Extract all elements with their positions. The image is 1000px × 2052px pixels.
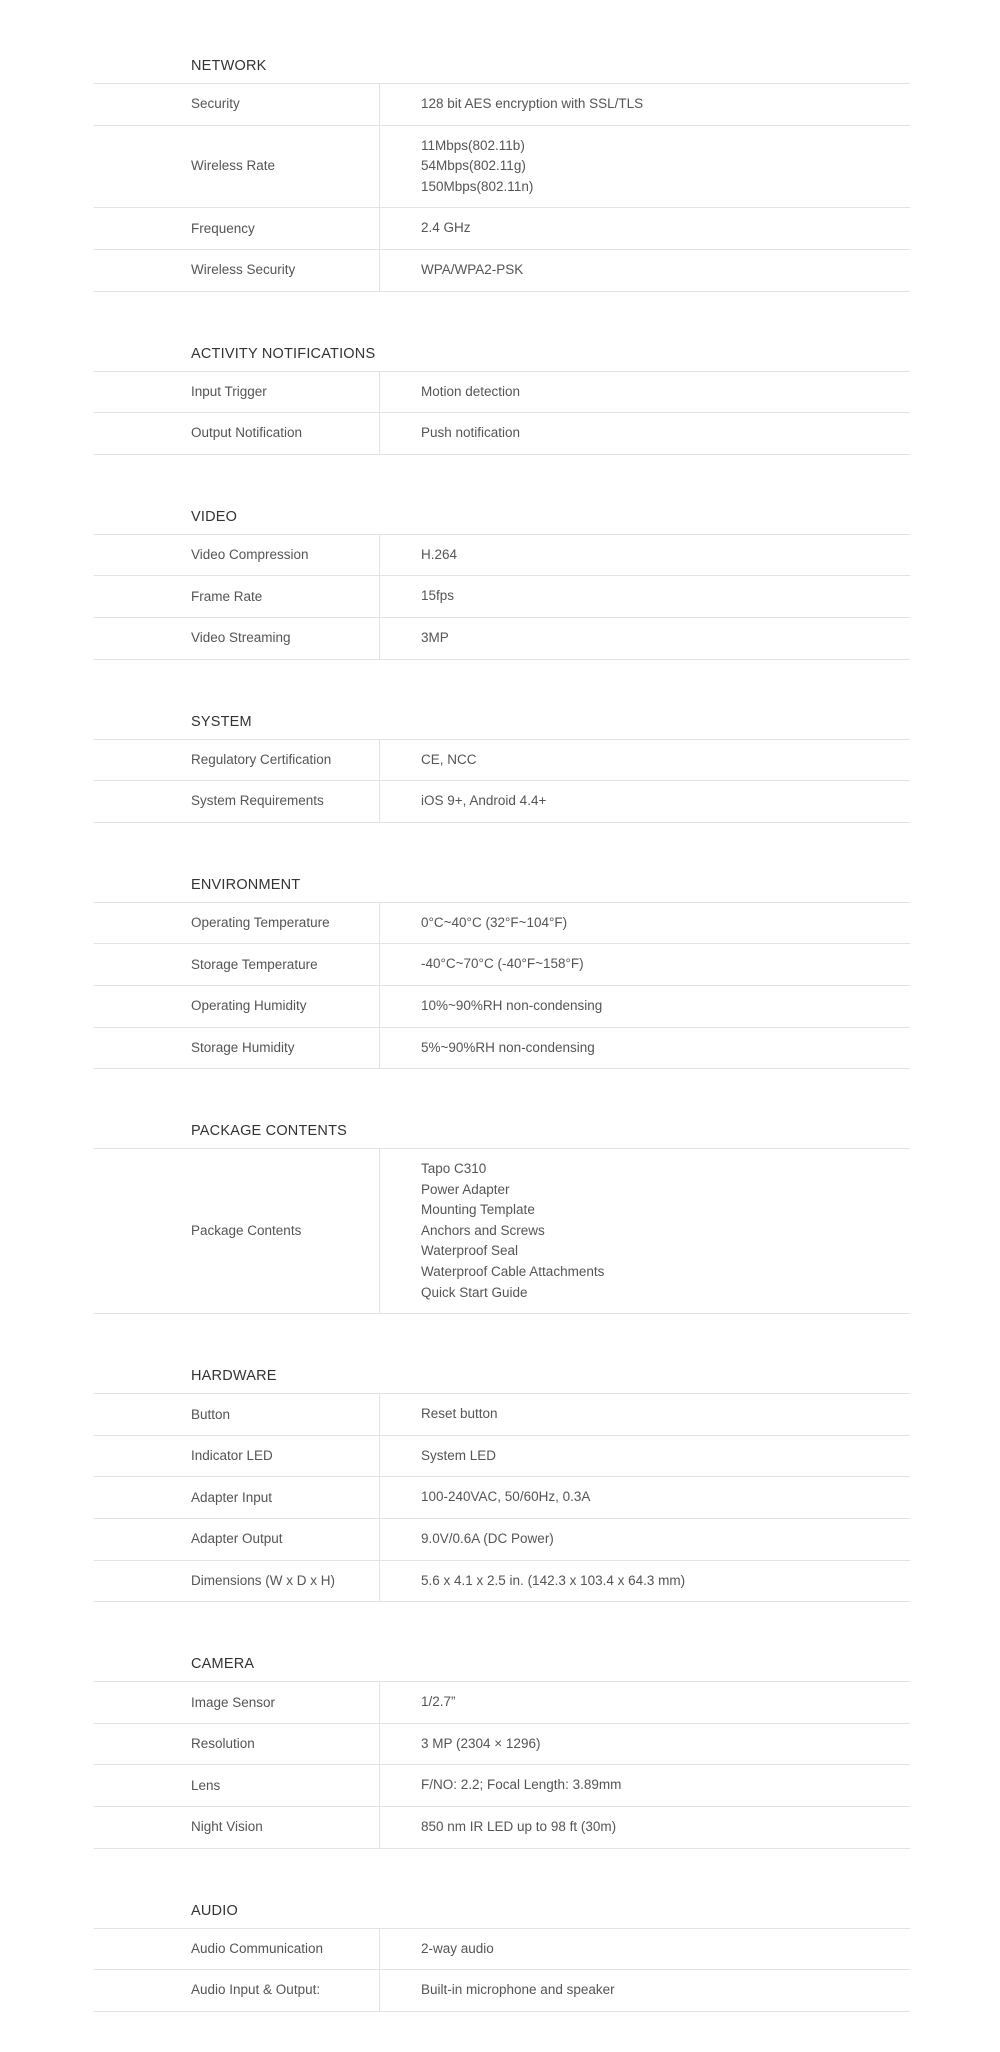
spec-label: Storage Temperature bbox=[94, 944, 380, 985]
spec-label: Input Trigger bbox=[94, 372, 380, 413]
spec-row bbox=[94, 535, 910, 577]
spec-value-line: System LED bbox=[421, 1447, 497, 1463]
spec-row bbox=[94, 1561, 910, 1603]
spec-row bbox=[94, 944, 910, 986]
spec-row bbox=[94, 781, 910, 823]
spec-section-camera bbox=[94, 1642, 910, 1848]
spec-value bbox=[380, 986, 602, 1027]
spec-row bbox=[94, 126, 910, 209]
spec-section-video bbox=[94, 495, 910, 660]
section-title: VIDEO bbox=[94, 495, 910, 535]
section-title: HARDWARE bbox=[94, 1354, 910, 1394]
spec-value bbox=[380, 1561, 685, 1602]
spec-value-line: 128 bit AES encryption with SSL/TLS bbox=[421, 96, 644, 111]
spec-row bbox=[94, 1519, 910, 1561]
spec-value bbox=[380, 1436, 496, 1477]
spec-value-line: 150Mbps(802.11n) bbox=[421, 178, 534, 194]
spec-section-hardware bbox=[94, 1354, 910, 1602]
spec-value bbox=[380, 1724, 540, 1765]
spec-row bbox=[94, 986, 910, 1028]
spec-label: Adapter Output bbox=[94, 1519, 380, 1560]
spec-label: System Requirements bbox=[94, 781, 380, 822]
spec-value bbox=[380, 84, 643, 125]
spec-row bbox=[94, 1807, 910, 1849]
spec-section-activity-notifications bbox=[94, 332, 910, 455]
spec-value-line: Waterproof Seal bbox=[421, 1243, 519, 1259]
spec-label: Image Sensor bbox=[94, 1682, 380, 1723]
spec-value-line: Quick Start Guide bbox=[421, 1284, 528, 1300]
spec-value-line: 5%~90%RH non-condensing bbox=[421, 1039, 595, 1055]
spec-value-line: -40°C~70°C (-40°F~158°F) bbox=[421, 956, 584, 972]
spec-section-environment bbox=[94, 863, 910, 1069]
spec-value-line: 11Mbps(802.11b) bbox=[421, 137, 525, 153]
spec-row bbox=[94, 1929, 910, 1971]
spec-value-line: 15fps bbox=[421, 588, 455, 604]
spec-value bbox=[380, 1807, 616, 1848]
spec-value-line: 1/2.7” bbox=[421, 1694, 456, 1710]
spec-label: Button bbox=[94, 1394, 380, 1435]
spec-value bbox=[380, 1929, 494, 1970]
spec-value-line: 2-way audio bbox=[421, 1940, 494, 1956]
spec-value bbox=[380, 126, 533, 208]
spec-value-line: F/NO: 2.2; Focal Length: 3.89mm bbox=[421, 1777, 622, 1793]
spec-value bbox=[380, 1970, 615, 2011]
section-title: PACKAGE CONTENTS bbox=[94, 1109, 910, 1149]
spec-value-line: 2.4 GHz bbox=[421, 220, 471, 236]
section-title: ACTIVITY NOTIFICATIONS bbox=[94, 332, 910, 372]
spec-row bbox=[94, 1765, 910, 1807]
spec-value bbox=[380, 903, 567, 944]
spec-value bbox=[380, 618, 449, 659]
spec-label: Operating Temperature bbox=[94, 903, 380, 944]
spec-label: Operating Humidity bbox=[94, 986, 380, 1027]
spec-value bbox=[380, 944, 584, 985]
spec-label: Video Streaming bbox=[94, 618, 380, 659]
spec-label: Wireless Rate bbox=[94, 126, 380, 208]
spec-value bbox=[380, 1477, 590, 1518]
spec-section-package-contents bbox=[94, 1109, 910, 1314]
section-title: CAMERA bbox=[94, 1642, 910, 1682]
spec-row bbox=[94, 1724, 910, 1766]
spec-value bbox=[380, 413, 520, 454]
spec-value-line: 3 MP (2304 × 1296) bbox=[421, 1735, 541, 1751]
spec-value-line: 54Mbps(802.11g) bbox=[421, 158, 526, 174]
spec-label: Audio Input & Output: bbox=[94, 1970, 380, 2011]
spec-section-system bbox=[94, 700, 910, 823]
spec-row bbox=[94, 1477, 910, 1519]
spec-value bbox=[380, 781, 546, 822]
spec-label: Regulatory Certification bbox=[94, 740, 380, 781]
spec-value bbox=[380, 740, 477, 781]
spec-value-line: Mounting Template bbox=[421, 1202, 535, 1218]
spec-row bbox=[94, 1149, 910, 1314]
spec-label: Frame Rate bbox=[94, 576, 380, 617]
spec-value-line: Push notification bbox=[421, 425, 521, 441]
spec-value-line: H.264 bbox=[421, 546, 458, 562]
spec-row bbox=[94, 618, 910, 660]
spec-value bbox=[380, 1765, 621, 1806]
spec-row bbox=[94, 84, 910, 126]
spec-value-line: CE, NCC bbox=[421, 751, 477, 767]
spec-value-line: 0°C~40°C (32°F~104°F) bbox=[421, 914, 568, 930]
spec-label: Video Compression bbox=[94, 535, 380, 576]
spec-value-line: 100-240VAC, 50/60Hz, 0.3A bbox=[421, 1489, 591, 1505]
spec-label: Frequency bbox=[94, 208, 380, 249]
spec-row bbox=[94, 1682, 910, 1724]
spec-value bbox=[380, 576, 454, 617]
spec-value bbox=[380, 1149, 604, 1313]
spec-value-line: Waterproof Cable Attachments bbox=[421, 1264, 605, 1280]
spec-value-line: Built-in microphone and speaker bbox=[421, 1982, 615, 1998]
spec-label: Dimensions (W x D x H) bbox=[94, 1561, 380, 1602]
spec-row bbox=[94, 1028, 910, 1070]
spec-label: Storage Humidity bbox=[94, 1028, 380, 1069]
spec-value-line: 9.0V/0.6A (DC Power) bbox=[421, 1531, 554, 1547]
spec-row bbox=[94, 372, 910, 414]
section-title: NETWORK bbox=[94, 44, 910, 84]
spec-row bbox=[94, 250, 910, 292]
spec-value-line: Tapo C310 bbox=[421, 1161, 487, 1177]
spec-row bbox=[94, 1394, 910, 1436]
spec-value bbox=[380, 250, 523, 291]
spec-row bbox=[94, 208, 910, 250]
spec-value bbox=[380, 1394, 498, 1435]
spec-value-line: 10%~90%RH non-condensing bbox=[421, 997, 603, 1013]
spec-value-line: iOS 9+, Android 4.4+ bbox=[421, 793, 547, 809]
spec-value-line: 850 nm IR LED up to 98 ft (30m) bbox=[421, 1819, 617, 1834]
spec-value bbox=[380, 208, 471, 249]
spec-label: Lens bbox=[94, 1765, 380, 1806]
spec-label: Resolution bbox=[94, 1724, 380, 1765]
spec-value bbox=[380, 1519, 554, 1560]
section-title: ENVIRONMENT bbox=[94, 863, 910, 903]
spec-row bbox=[94, 413, 910, 455]
spec-row bbox=[94, 740, 910, 782]
spec-section-audio bbox=[94, 1889, 910, 2012]
spec-label: Package Contents bbox=[94, 1149, 380, 1313]
spec-value-line: Anchors and Screws bbox=[421, 1222, 545, 1238]
spec-value-line: Motion detection bbox=[421, 383, 521, 399]
spec-table bbox=[94, 44, 910, 2052]
spec-value bbox=[380, 372, 520, 413]
spec-value-line: Power Adapter bbox=[421, 1181, 510, 1197]
spec-label: Indicator LED bbox=[94, 1436, 380, 1477]
section-title: AUDIO bbox=[94, 1889, 910, 1929]
spec-label: Night Vision bbox=[94, 1807, 380, 1848]
spec-value bbox=[380, 535, 457, 576]
spec-row bbox=[94, 1436, 910, 1478]
spec-label: Output Notification bbox=[94, 413, 380, 454]
spec-value-line: Reset button bbox=[421, 1406, 498, 1422]
spec-value bbox=[380, 1682, 456, 1723]
spec-label: Adapter Input bbox=[94, 1477, 380, 1518]
spec-value-line: WPA/WPA2-PSK bbox=[421, 261, 524, 277]
spec-label: Audio Communication bbox=[94, 1929, 380, 1970]
spec-value-line: 3MP bbox=[421, 629, 449, 645]
spec-value-line: 5.6 x 4.1 x 2.5 in. (142.3 x 103.4 x 64.3 mm) bbox=[421, 1572, 686, 1588]
spec-section-network bbox=[94, 44, 910, 292]
spec-row bbox=[94, 1970, 910, 2012]
spec-value bbox=[380, 1028, 595, 1069]
spec-row bbox=[94, 576, 910, 618]
spec-row bbox=[94, 903, 910, 945]
spec-label: Wireless Security bbox=[94, 250, 380, 291]
spec-label: Security bbox=[94, 84, 380, 125]
section-title: SYSTEM bbox=[94, 700, 910, 740]
